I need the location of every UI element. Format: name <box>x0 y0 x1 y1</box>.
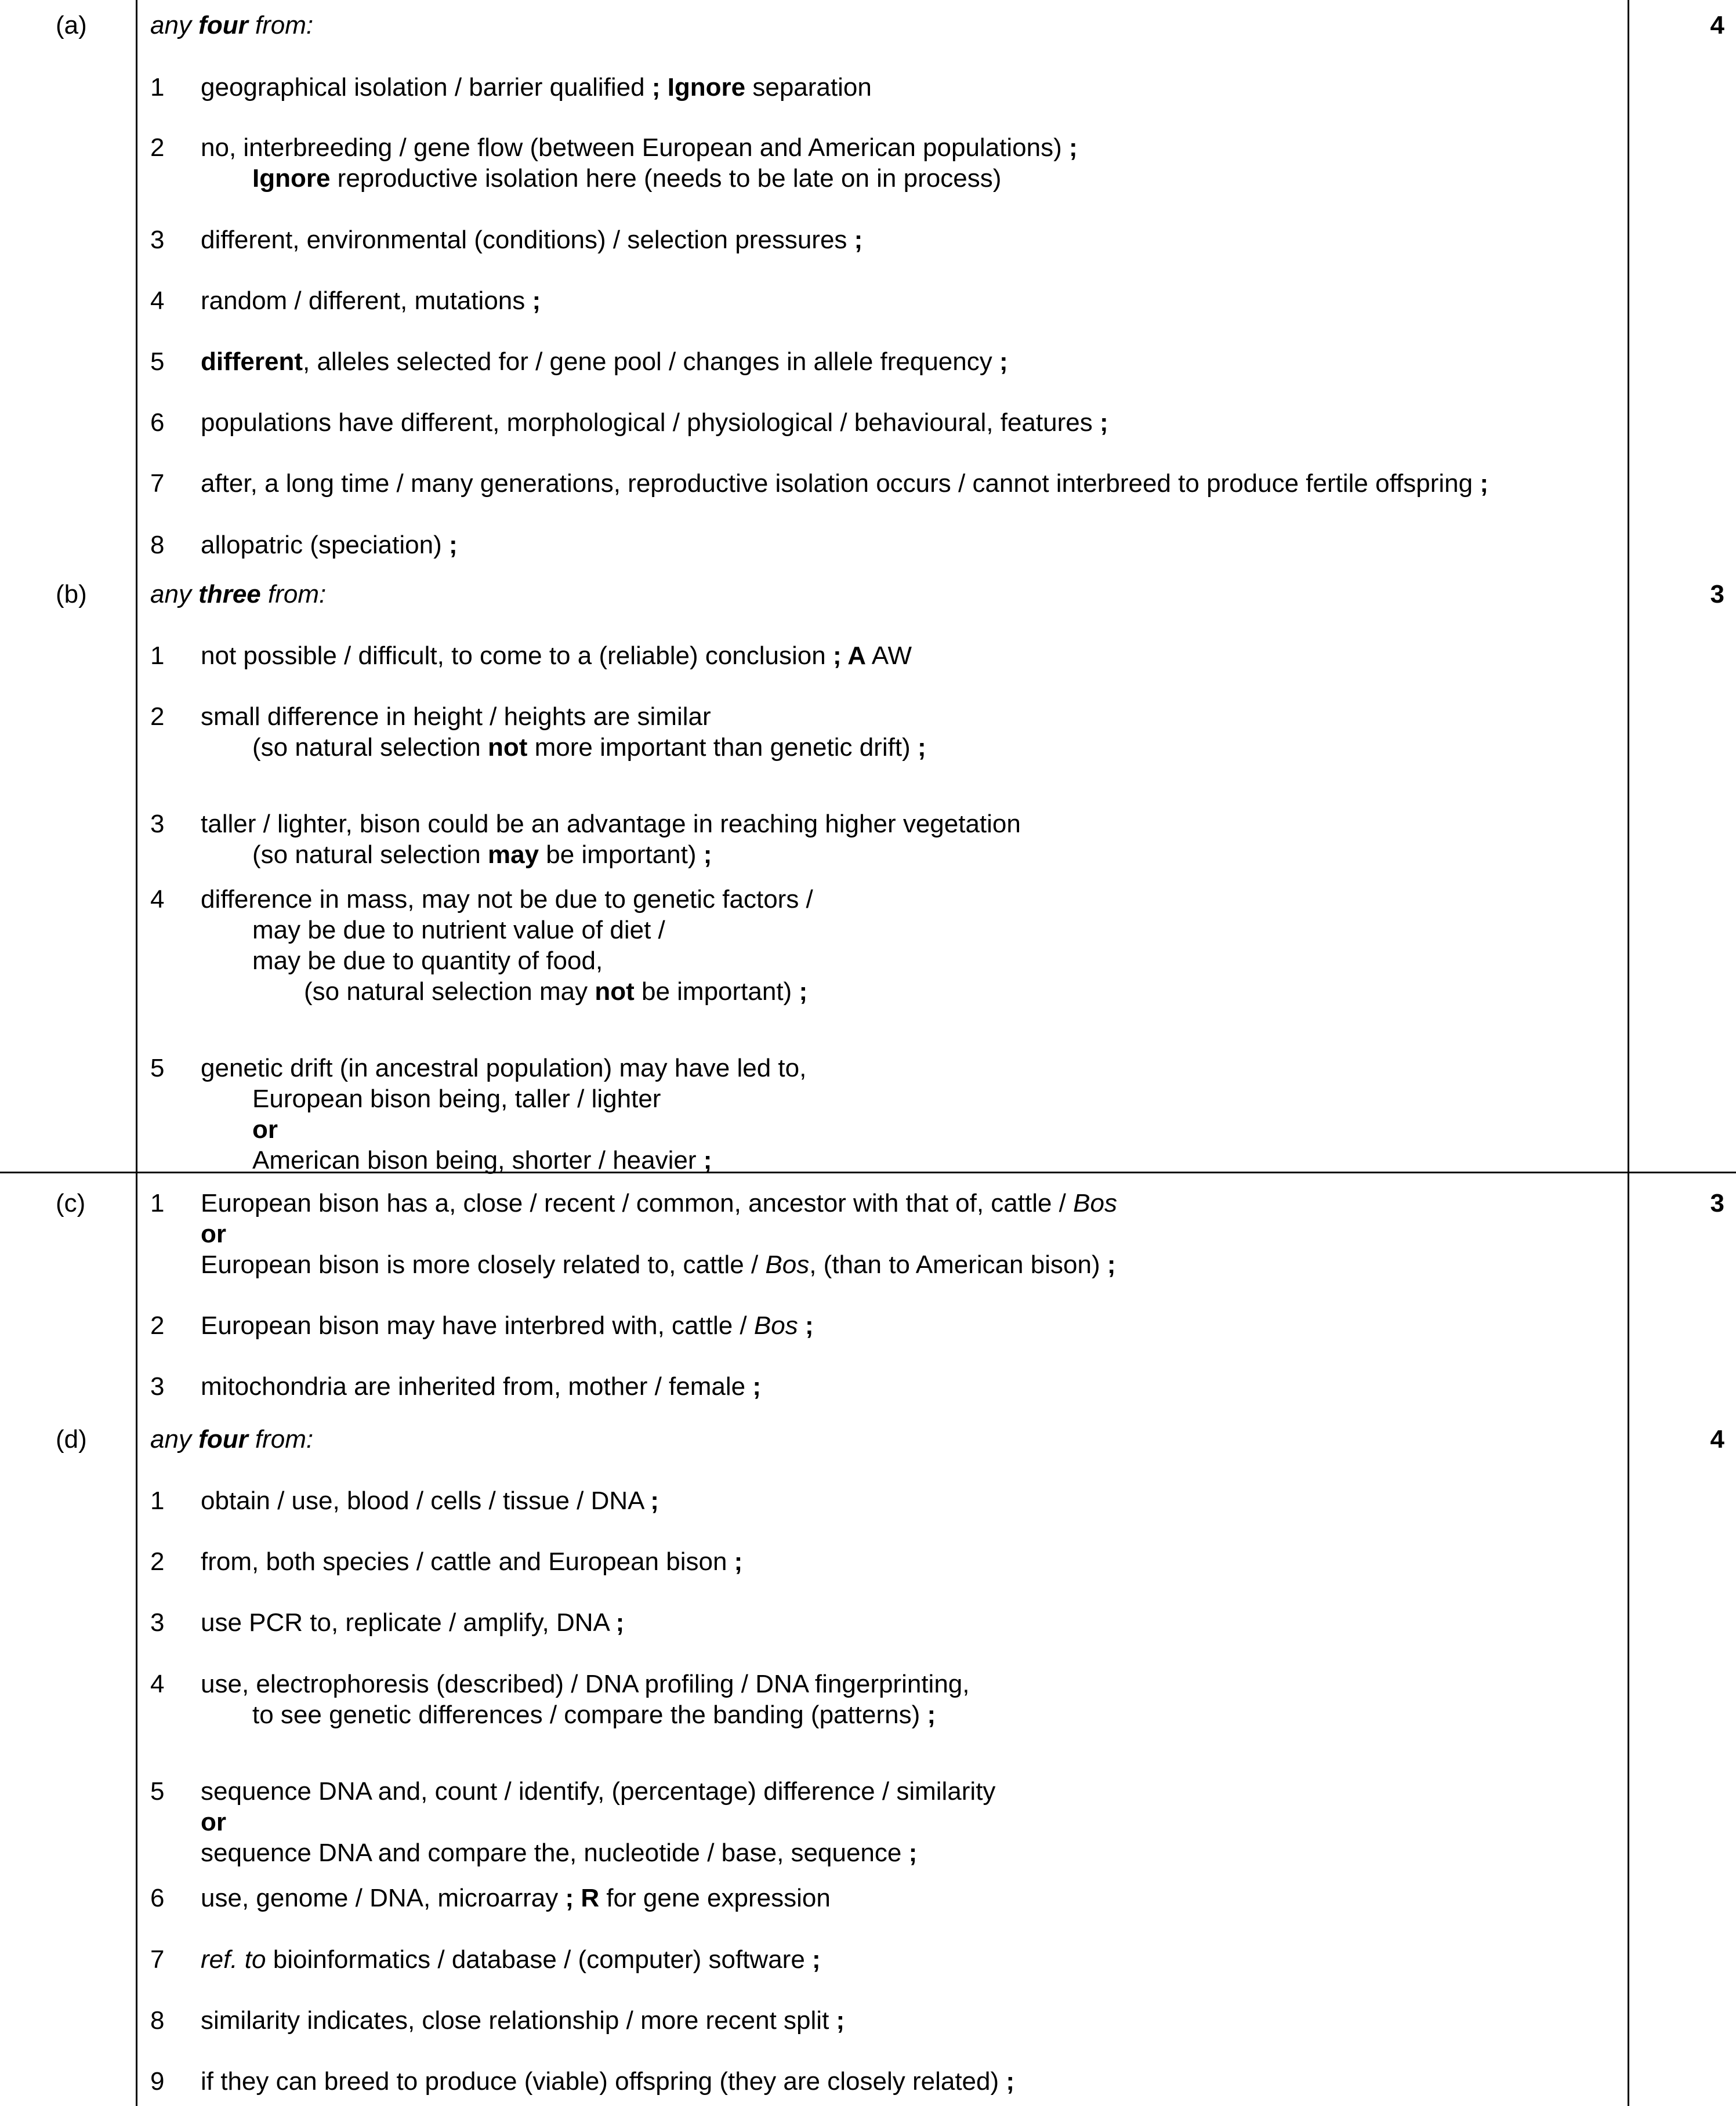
point-line <box>201 132 1078 163</box>
bold-text: ; A <box>832 641 866 670</box>
point-line <box>201 976 813 1007</box>
point-text <box>201 1188 1117 1280</box>
instruction-count: three <box>198 580 261 608</box>
point-line <box>201 1219 1117 1249</box>
point-line <box>201 72 872 103</box>
bold-text: ; <box>917 733 926 762</box>
bold-text: ; <box>812 1945 821 1974</box>
point-line <box>201 839 1021 870</box>
text-segment: American bison being, shorter / heavier <box>252 1146 704 1175</box>
point-text <box>201 640 912 671</box>
text-segment: European bison has a, close / recent / common, ancestor with that of, cattle / <box>201 1189 1074 1217</box>
point-number: 1 <box>150 1487 165 1515</box>
point-text <box>201 1944 821 1975</box>
point-text <box>201 1776 995 1868</box>
question-label-a: (a) <box>56 11 87 39</box>
text-segment: not possible / difficult, to come to a (reliable) conclusion <box>201 641 833 670</box>
bold-text: ; <box>615 1608 625 1637</box>
point-number: 5 <box>150 347 165 376</box>
point-number: 6 <box>150 408 165 437</box>
point-line <box>201 945 813 976</box>
point-line <box>201 701 926 732</box>
point-number: 2 <box>150 702 165 731</box>
point-number: 8 <box>150 531 165 559</box>
question-label-d: (d) <box>56 1425 87 1453</box>
point-line <box>201 1249 1117 1280</box>
text-segment: use, genome / DNA, microarray <box>201 1884 566 1912</box>
point-line <box>201 1546 742 1577</box>
point-line <box>201 1776 995 1807</box>
point-line <box>201 1837 995 1868</box>
text-segment: European bison is more closely related to, cattle / <box>201 1250 766 1279</box>
column-divider-left <box>136 0 137 2106</box>
text-segment: difference in mass, may not be due to genetic factors / <box>201 885 813 914</box>
point-number: 1 <box>150 73 165 102</box>
point-text <box>201 2005 845 2036</box>
point-number: 4 <box>150 287 165 315</box>
text-segment: (so natural selection may <box>304 977 595 1006</box>
point-line <box>201 1607 624 1638</box>
point-text <box>201 2066 1014 2097</box>
text-segment: separation <box>745 73 872 102</box>
italic-text: Bos <box>1073 1189 1117 1217</box>
text-segment: after, a long time / many generations, reproductive isolation occurs / cannot interbreed to produce fertile offspring <box>201 469 1480 498</box>
text-segment: reproductive isolation here (needs to be late on in process) <box>330 164 1002 193</box>
italic-text: Bos <box>753 1311 798 1340</box>
point-line <box>201 407 1108 438</box>
bold-text: ; <box>1069 133 1078 162</box>
bold-text: or <box>201 1220 226 1248</box>
point-line <box>201 285 541 316</box>
text-segment: be important) <box>539 840 704 869</box>
point-line <box>201 1371 761 1402</box>
point-line <box>201 1053 806 1083</box>
point-text <box>201 1485 659 1516</box>
text-segment: if they can breed to produce (viable) offspring (they are closely related) <box>201 2067 1006 2096</box>
bold-text: ; <box>448 531 458 559</box>
point-number: 2 <box>150 1547 165 1576</box>
point-line <box>201 163 1078 194</box>
text-segment: be important) <box>634 977 799 1006</box>
point-text <box>201 224 862 255</box>
point-line <box>201 1807 995 1837</box>
text-segment: different, environmental (conditions) / selection pressures <box>201 226 854 254</box>
bold-text: not <box>595 977 635 1006</box>
text-segment: genetic drift (in ancestral population) may have led to, <box>201 1054 807 1082</box>
marks-a: 4 <box>1710 11 1724 39</box>
point-number: 6 <box>150 1884 165 1912</box>
bold-text: ; <box>854 226 863 254</box>
marks-c: 3 <box>1710 1189 1724 1217</box>
text-segment: (so natural selection <box>252 733 488 762</box>
text-segment: populations have different, morphological / physiological / behavioural, features <box>201 408 1100 437</box>
bold-text: different <box>201 347 303 376</box>
bold-text: ; <box>703 1146 712 1175</box>
bold-text: not <box>488 733 528 762</box>
point-number: 5 <box>150 1054 165 1082</box>
text-segment: , (than to American bison) <box>809 1250 1107 1279</box>
instruction-count: four <box>198 1425 248 1453</box>
point-line <box>201 884 813 915</box>
bold-text: ; <box>1006 2067 1015 2096</box>
instruction-post: from: <box>248 11 314 39</box>
point-number: 9 <box>150 2067 165 2096</box>
point-number: 1 <box>150 1189 165 1217</box>
point-line <box>201 1699 970 1730</box>
bold-text: or <box>201 1808 226 1836</box>
point-line <box>201 1883 831 1913</box>
point-text <box>201 285 541 316</box>
point-line <box>201 732 926 763</box>
point-text <box>201 1053 806 1176</box>
point-line <box>201 1083 806 1114</box>
point-text <box>201 530 458 560</box>
point-line <box>201 1310 814 1341</box>
text-segment: use PCR to, replicate / amplify, DNA <box>201 1608 616 1637</box>
question-label-b: (b) <box>56 580 87 608</box>
bold-text: ; <box>752 1372 761 1401</box>
point-line <box>201 1188 1117 1219</box>
point-line <box>201 224 862 255</box>
point-text <box>201 884 813 1007</box>
text-segment: AW <box>866 641 912 670</box>
point-number: 8 <box>150 2006 165 2035</box>
text-segment: for gene expression <box>599 1884 831 1912</box>
point-text <box>201 1883 831 1913</box>
bold-text: ; <box>908 1839 918 1867</box>
bold-text: ; <box>1099 408 1108 437</box>
point-text <box>201 468 1488 499</box>
bold-text: ; <box>734 1547 743 1576</box>
text-segment <box>798 1311 805 1340</box>
point-number: 4 <box>150 1670 165 1698</box>
instruction-pre: any <box>150 11 199 39</box>
bold-text: ; <box>999 347 1008 376</box>
text-segment: more important than genetic drift) <box>527 733 918 762</box>
point-text <box>201 809 1021 870</box>
point-text <box>201 72 872 103</box>
text-segment: sequence DNA and, count / identify, (percentage) difference / similarity <box>201 1777 996 1806</box>
bold-text: ; <box>650 1487 659 1515</box>
text-segment: may be due to nutrient value of diet / <box>252 916 665 944</box>
point-line <box>201 1114 806 1145</box>
bold-text: ; Ignore <box>651 73 746 102</box>
text-segment: sequence DNA and compare the, nucleotide / base, sequence <box>201 1839 909 1867</box>
text-segment: bioinformatics / database / (computer) software <box>266 1945 813 1974</box>
point-number: 3 <box>150 226 165 254</box>
text-segment: taller / lighter, bison could be an advantage in reaching higher vegetation <box>201 810 1021 838</box>
bold-text: ; <box>1480 469 1488 498</box>
instruction-pre: any <box>150 580 199 608</box>
point-text <box>201 1607 624 1638</box>
point-number: 4 <box>150 885 165 914</box>
point-line <box>201 2066 1014 2097</box>
italic-text: Bos <box>765 1250 810 1279</box>
instruction-post: from: <box>248 1425 314 1453</box>
point-line <box>201 1669 970 1699</box>
point-text <box>201 407 1108 438</box>
point-line <box>201 346 1008 377</box>
text-segment: small difference in height / heights are similar <box>201 702 711 731</box>
point-number: 2 <box>150 1311 165 1340</box>
bold-text: or <box>252 1115 278 1144</box>
bold-text: ; <box>804 1311 814 1340</box>
bold-text: ; <box>927 1701 936 1729</box>
text-segment: similarity indicates, close relationship / more recent split <box>201 2006 836 2035</box>
bold-text: Ignore <box>252 164 331 193</box>
text-segment: from, both species / cattle and European bison <box>201 1547 734 1576</box>
text-segment: may be due to quantity of food, <box>252 947 603 975</box>
point-line <box>201 809 1021 839</box>
instruction-b <box>150 579 326 610</box>
point-line <box>201 1145 806 1176</box>
column-divider-right <box>1628 0 1629 2106</box>
bold-text: ; <box>703 840 712 869</box>
point-line <box>201 640 912 671</box>
bold-text: ; <box>1107 1250 1116 1279</box>
point-text <box>201 1669 970 1730</box>
text-segment: geographical isolation / barrier qualified <box>201 73 652 102</box>
point-line <box>201 1485 659 1516</box>
text-segment: European bison being, taller / lighter <box>252 1085 661 1113</box>
bold-text: ; <box>799 977 808 1006</box>
point-number: 7 <box>150 469 165 498</box>
point-text <box>201 346 1008 377</box>
text-segment: (so natural selection <box>252 840 488 869</box>
point-number: 5 <box>150 1777 165 1806</box>
point-text <box>201 701 926 763</box>
point-number: 2 <box>150 133 165 162</box>
point-number: 3 <box>150 1608 165 1637</box>
marks-b: 3 <box>1710 580 1724 608</box>
text-segment: mitochondria are inherited from, mother / female <box>201 1372 753 1401</box>
bold-text: may <box>488 840 539 869</box>
point-text <box>201 1310 814 1341</box>
text-segment: to see genetic differences / compare the banding (patterns) <box>252 1701 927 1729</box>
text-segment: , alleles selected for / gene pool / changes in allele frequency <box>303 347 999 376</box>
point-number: 1 <box>150 641 165 670</box>
question-label-c: (c) <box>56 1189 86 1217</box>
bold-text: ; R <box>565 1884 600 1912</box>
point-line <box>201 1944 821 1975</box>
point-line <box>201 2005 845 2036</box>
instruction-count: four <box>198 11 248 39</box>
bold-text: ; <box>836 2006 845 2035</box>
text-segment: no, interbreeding / gene flow (between European and American populations) <box>201 133 1069 162</box>
italic-text: ref. to <box>201 1945 266 1974</box>
point-line <box>201 468 1488 499</box>
instruction-d <box>150 1424 313 1455</box>
text-segment: use, electrophoresis (described) / DNA profiling / DNA fingerprinting, <box>201 1670 970 1698</box>
instruction-a <box>150 10 313 41</box>
text-segment: allopatric (speciation) <box>201 531 449 559</box>
text-segment: obtain / use, blood / cells / tissue / DNA <box>201 1487 651 1515</box>
bold-text: ; <box>532 287 541 315</box>
point-text <box>201 132 1078 194</box>
point-line <box>201 530 458 560</box>
point-number: 7 <box>150 1945 165 1974</box>
text-segment: random / different, mutations <box>201 287 532 315</box>
instruction-post: from: <box>260 580 327 608</box>
point-line <box>201 915 813 945</box>
point-text <box>201 1371 761 1402</box>
point-number: 3 <box>150 1372 165 1401</box>
text-segment: European bison may have interbred with, cattle / <box>201 1311 754 1340</box>
point-text <box>201 1546 742 1577</box>
marks-d: 4 <box>1710 1425 1724 1453</box>
instruction-pre: any <box>150 1425 199 1453</box>
point-number: 3 <box>150 810 165 838</box>
